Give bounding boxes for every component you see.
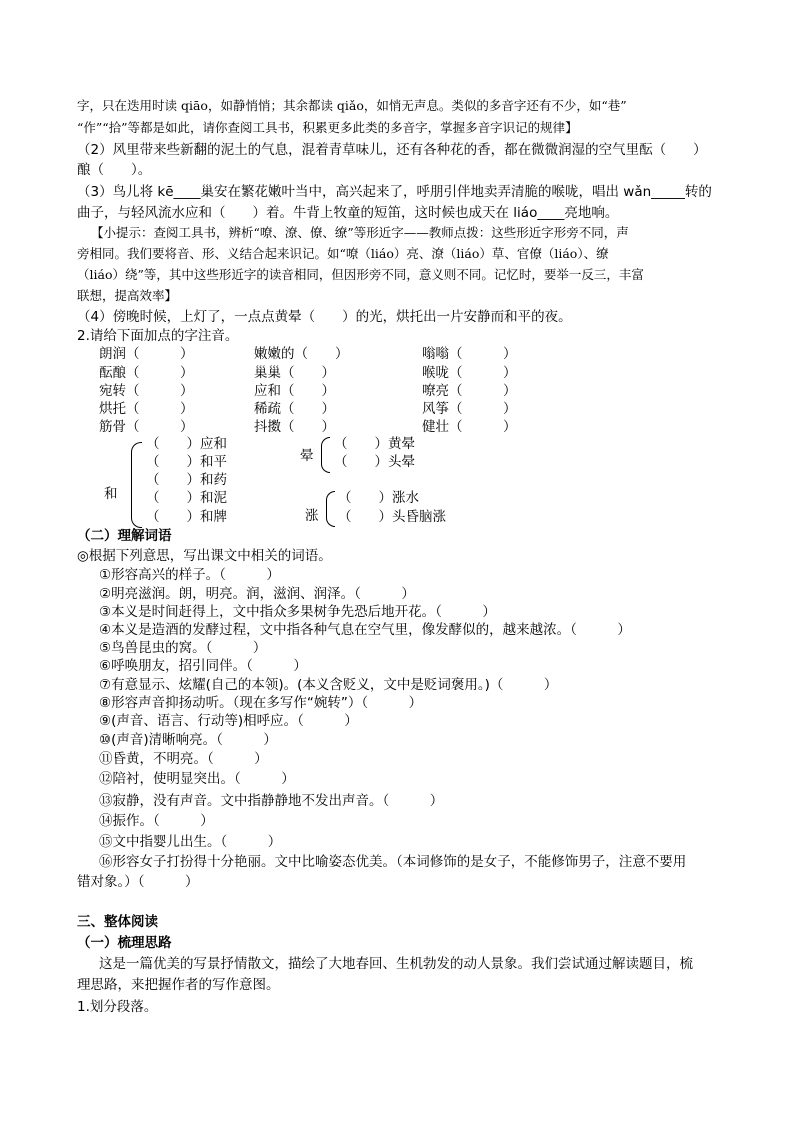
definition-item: ⑬寂静，没有声音。文中指静静地不发出声音。（ ） bbox=[99, 793, 444, 809]
tip-line-3: （liáo）绕”等，其中这些形近字的读音相同，但因形旁不同，意义则不同。记忆时，要举一反三，丰富 bbox=[77, 267, 644, 282]
item-heading: 1.划分段落。 bbox=[77, 999, 158, 1015]
definition-item: ⑫陪衬，使明显突出。（ ） bbox=[99, 771, 295, 787]
pinyin-item: 宛转（ ） bbox=[99, 383, 194, 399]
brace-icon bbox=[321, 437, 330, 473]
question-2-line-1: （2）风里带来些新翻的泥土的气息，混着青草味儿，还有各种花的香，都在微微润湿的空气里酝（ ） bbox=[77, 142, 707, 158]
definition-item: ⑮文中指婴儿出生。（ ） bbox=[99, 834, 282, 850]
subsection-heading: （一）梳理思路 bbox=[77, 935, 172, 951]
definition-item: ⑪昏黄，不明亮。（ ） bbox=[99, 751, 268, 767]
polyphone-char: 和 bbox=[104, 486, 118, 502]
section-heading: （二）理解词语 bbox=[77, 528, 172, 544]
pinyin-item: 巢巢（ ） bbox=[254, 365, 335, 381]
pinyin-item: 喉咙（ ） bbox=[422, 365, 517, 381]
polyphone-item: （ ）和泥 bbox=[146, 490, 227, 506]
definition-item: ⑭振作。（ ） bbox=[99, 813, 214, 829]
pinyin-item: 抖擞（ ） bbox=[254, 419, 335, 435]
section-heading: 三、整体阅读 bbox=[77, 914, 158, 930]
polyphone-item: （ ）头昏脑涨 bbox=[338, 509, 446, 525]
polyphone-item: （ ）和牌 bbox=[146, 509, 227, 525]
definition-item: ②明亮滋润。朗，明亮。润，滋润、润泽。（ ） bbox=[99, 586, 415, 602]
definition-item: ⑧形容声音抑扬动听。（现在多写作“婉转”）（ ） bbox=[99, 695, 423, 711]
tip-line-4: 联想，提高效率】 bbox=[77, 288, 178, 303]
polyphone-char: 晕 bbox=[300, 448, 314, 464]
definition-item: ①形容高兴的样子。（ ） bbox=[99, 567, 280, 583]
question-3-line-2: 曲子，与轻风流水应和（ ）着。牛背上牧童的短笛，这时候也成天在 liáo____亮地响。 bbox=[77, 205, 619, 221]
intro-line-2: “作”“拾”等都是如此，请你查阅工具书，积累更多此类的多音字，掌握多音字识记的规律】 bbox=[77, 120, 578, 135]
definition-item: ⑦有意显示、炫耀(自己的本领)。(本义含贬义，文中是贬词褒用。)（ ） bbox=[99, 677, 558, 693]
pinyin-item: 筋骨（ ） bbox=[99, 419, 194, 435]
definition-item: ④本义是造酒的发酵过程，文中指各种气息在空气里，像发酵似的，越来越浓。（ ） bbox=[99, 622, 631, 638]
pinyin-item: 健壮（ ） bbox=[422, 419, 517, 435]
pinyin-item: 应和（ ） bbox=[254, 383, 335, 399]
brace-icon bbox=[131, 442, 142, 528]
definition-item: ⑨(声音、语言、行动等)相呼应。（ ） bbox=[99, 713, 358, 729]
question-3-line-1: （3）鸟儿将 kē____巢安在繁花嫩叶当中，高兴起来了，呼朋引伴地卖弄清脆的喉咙，唱出 wǎn_____转的 bbox=[77, 184, 712, 200]
question-2-title: 2.请给下面加点的字注音。 bbox=[77, 328, 239, 344]
polyphone-item: （ ）和平 bbox=[146, 454, 227, 470]
pinyin-item: 酝酿（ ） bbox=[99, 365, 194, 381]
definition-item: ⑯形容女子打扮得十分艳丽。文中比喻姿态优美。（本词修饰的是女子，不能修饰男子，注意不要用 bbox=[99, 854, 687, 870]
brace-icon bbox=[326, 491, 335, 527]
intro-line-1: 字，只在迭用时读 qiāo，如静悄悄；其余都读 qiǎo，如悄无声息。类似的多音字还有不少，如“巷” bbox=[77, 98, 627, 113]
question-2-line-2: 酿（ ）。 bbox=[77, 162, 152, 178]
instruction: ◎根据下列意思，写出课文中相关的词语。 bbox=[77, 548, 332, 564]
pinyin-item: 风筝（ ） bbox=[422, 401, 517, 417]
question-4: （4）傍晚时候，上灯了，一点点黄晕（ ）的光，烘托出一片安静而和平的夜。 bbox=[77, 309, 572, 325]
pinyin-item: 嗡嗡（ ） bbox=[422, 346, 517, 362]
polyphone-item: （ ）头晕 bbox=[334, 454, 415, 470]
polyphone-item: （ ）涨水 bbox=[338, 490, 419, 506]
paragraph-line-2: 理思路，来把握作者的写作意图。 bbox=[77, 977, 280, 993]
definition-item: ⑩(声音)清晰响亮。（ ） bbox=[99, 732, 277, 748]
pinyin-item: 嫩嫩的（ ） bbox=[254, 346, 349, 362]
paragraph-line-1: 这是一篇优美的写景抒情散文，描绘了大地春回、生机勃发的动人景象。我们尝试通过解读题目，梳 bbox=[99, 956, 693, 972]
pinyin-item: 稀疏（ ） bbox=[254, 401, 335, 417]
definition-item: ⑤鸟兽昆虫的窝。（ ） bbox=[99, 640, 267, 656]
pinyin-item: 朗润（ ） bbox=[99, 346, 194, 362]
polyphone-item: （ ）黄晕 bbox=[334, 436, 415, 452]
tip-line-2: 旁相同。我们要将音、形、义结合起来识记。如“嘹（liáo）亮、潦（liáo）草、官僚（liáo）、缭 bbox=[77, 246, 609, 261]
pinyin-item: 烘托（ ） bbox=[99, 401, 194, 417]
definition-item: ⑥呼唤朋友，招引同伴。（ ） bbox=[99, 658, 307, 674]
pinyin-item: 嘹亮（ ） bbox=[422, 383, 517, 399]
polyphone-item: （ ）和药 bbox=[146, 472, 227, 488]
definition-item: ③本义是时间赶得上，文中指众多果树争先恐后地开花。（ ） bbox=[99, 604, 496, 620]
polyphone-char: 涨 bbox=[305, 508, 319, 524]
polyphone-item: （ ）应和 bbox=[146, 436, 227, 452]
definition-item: 错对象。）（ ） bbox=[77, 874, 199, 890]
tip-line-1: 【小提示：查阅工具书，辨析“嘹、潦、僚、缭”等形近字——教师点拨：这些形近字形旁不同，声 bbox=[91, 225, 629, 240]
